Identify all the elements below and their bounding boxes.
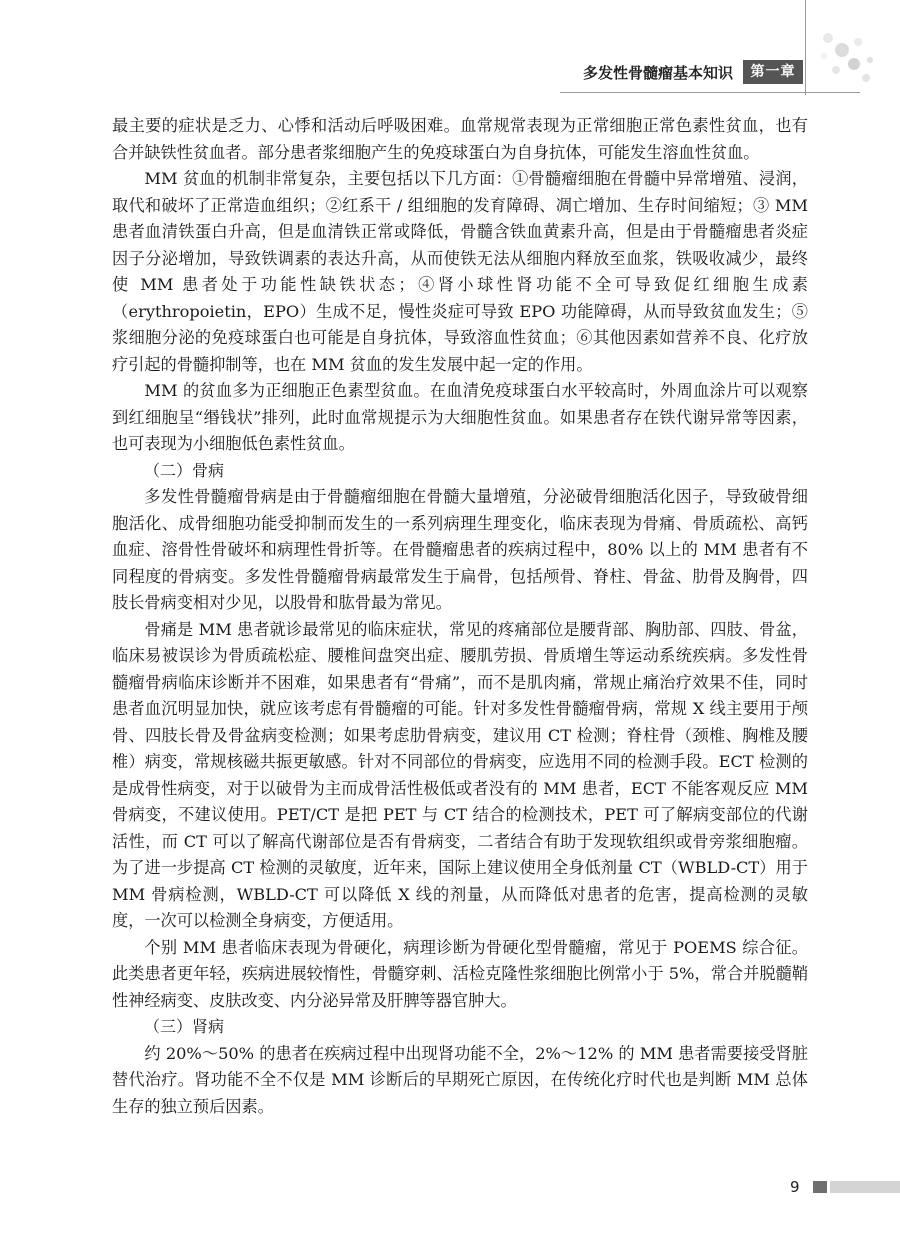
page-footer bbox=[0, 1178, 900, 1198]
paragraph-anemia-mechanism: MM 贫血的机制非常复杂，主要包括以下几方面：①骨髓瘤细胞在骨髓中异常增殖、浸润，取代和破坏了正常造血组织；②红系干 / 组细胞的发育障碍、凋亡增加、生存时间缩短；③ MM 患者血清铁蛋白升高，但是血清铁正常或降低，骨髓含铁血黄素升高，但是由于骨髓瘤患者炎症因子分泌增加，导致铁调素的表达升高，从而使铁无法从细胞内释放至血浆，铁吸收减少，最终使 MM 患者处于功能性缺铁状态；④肾小球性肾功能不全可导致促红细胞生成素（erythropoietin，EPO）生成不足，慢性炎症可导致 EPO 功能障碍，从而导致贫血发生；⑤浆细胞分泌的免疫球蛋白也可能是自身抗体，导致溶血性贫血；⑥其他因素如营养不良、化疗放疗引起的骨髓抑制等，也在 MM 贫血的发生发展中起一定的作用。 bbox=[112, 169, 808, 374]
paragraph-bone-disease-overview: 多发性骨髓瘤骨病是由于骨髓瘤细胞在骨髓大量增殖，分泌破骨细胞活化因子，导致破骨细胞活化、成骨细胞功能受抑制而发生的一系列病理生理变化，临床表现为骨痛、骨质疏松、高钙血症、溶骨性骨破坏和病理性骨折等。在骨髓瘤患者的疾病过程中，80% 以上的 MM 患者有不同程度的骨病变。多发性骨髓瘤骨病最常发生于扁骨，包括颅骨、脊柱、骨盆、肋骨及胸骨，四肢长骨病变相对少见，以股骨和肱骨最为常见。 bbox=[112, 487, 808, 612]
page-body bbox=[112, 113, 808, 1120]
footer-bar-light bbox=[830, 1181, 900, 1193]
footer-bar-dark bbox=[813, 1181, 827, 1193]
section-heading-kidney-disease: （三）肾病 bbox=[144, 1017, 225, 1036]
section-heading-bone-disease: （二）骨病 bbox=[144, 460, 225, 480]
running-title: 多发性骨髓瘤基本知识 bbox=[583, 64, 734, 82]
paragraph-anemia-type: MM 的贫血多为正细胞正色素型贫血。在血清免疫球蛋白水平较高时，外周血涂片可以观察到红细胞呈“缗钱状”排列，此时血常规提示为大细胞性贫血。如果患者存在铁代谢异常等因素，也可表现为小细胞低色素性贫血。 bbox=[112, 381, 808, 453]
paragraph-bone-pain-diagnosis: 骨痛是 MM 患者就诊最常见的临床症状，常见的疼痛部位是腰背部、胸肋部、四肢、骨盆，临床易被误诊为骨质疏松症、腰椎间盘突出症、腰肌劳损、骨质增生等运动系统疾病。多发性骨髓瘤骨病临床诊断并不困难，如果患者有“骨痛”，而不是肌肉痛，常规止痛治疗效果不佳，同时患者血沉明显加快，就应该考虑有骨髓瘤的可能。针对多发性骨髓瘤骨病，常规 X 线主要用于颅骨、四肢长骨及骨盆病变检测；如果考虑肋骨病变，建议用 CT 检测；脊柱骨（颈椎、胸椎及腰椎）病变，常规核磁共振更敏感。针对不同部位的骨病变，应选用不同的检测手段。ECT 检测的是成骨性病变，对于以破骨为主而成骨活性极低或者没有的 MM 患者，ECT 不能客观反应 MM 骨病变，不建议使用。PET/CT 是把 PET 与 CT 结合的检测技术，PET 可了解病变部位的代谢活性，而 CT 可以了解高代谢部位是否有骨病变，二者结合有助于发现软组织或骨旁浆细胞瘤。为了进一步提高 CT 检测的灵敏度，近年来，国际上建议使用全身低剂量 CT（WBLD-CT）用于 MM 骨病检测，WBLD-CT 可以降低 X 线的剂量，从而降低对患者的危害，提高检测的灵敏度，一次可以检测全身病变，方便适用。 bbox=[112, 619, 808, 930]
header-horizontal-rule bbox=[560, 92, 860, 93]
paragraph-osteosclerosis: 个别 MM 患者临床表现为骨硬化，病理诊断为骨硬化型骨髓瘤，常见于 POEMS 综合征。此类患者更年轻，疾病进展较惰性，骨髓穿刺、活检克隆性浆细胞比例常小于 5%，常合并脱髓鞘性神经病变、皮肤改变、内分泌异常及肝脾等器官肿大。 bbox=[112, 937, 808, 1010]
page-header bbox=[0, 0, 900, 100]
header-vertical-rule bbox=[805, 0, 806, 95]
page-number: 9 bbox=[790, 1178, 800, 1196]
decorative-bubbles-icon bbox=[808, 20, 888, 90]
paragraph-renal-insufficiency: 约 20%～50% 的患者在疾病过程中出现肾功能不全，2%～12% 的 MM 患者需要接受肾脏替代治疗。肾功能不全不仅是 MM 诊断后的早期死亡原因，在传统化疗时代也是判断 MM 总体生存的独立预后因素。 bbox=[112, 1043, 808, 1116]
chapter-badge: 第一章 bbox=[743, 60, 803, 84]
paragraph-anemia-symptoms: 最主要的症状是乏力、心悸和活动后呼吸困难。血常规常表现为正常细胞正常色素性贫血，也有合并缺铁性贫血者。部分患者浆细胞产生的免疫球蛋白为自身抗体，可能发生溶血性贫血。 bbox=[112, 116, 808, 162]
